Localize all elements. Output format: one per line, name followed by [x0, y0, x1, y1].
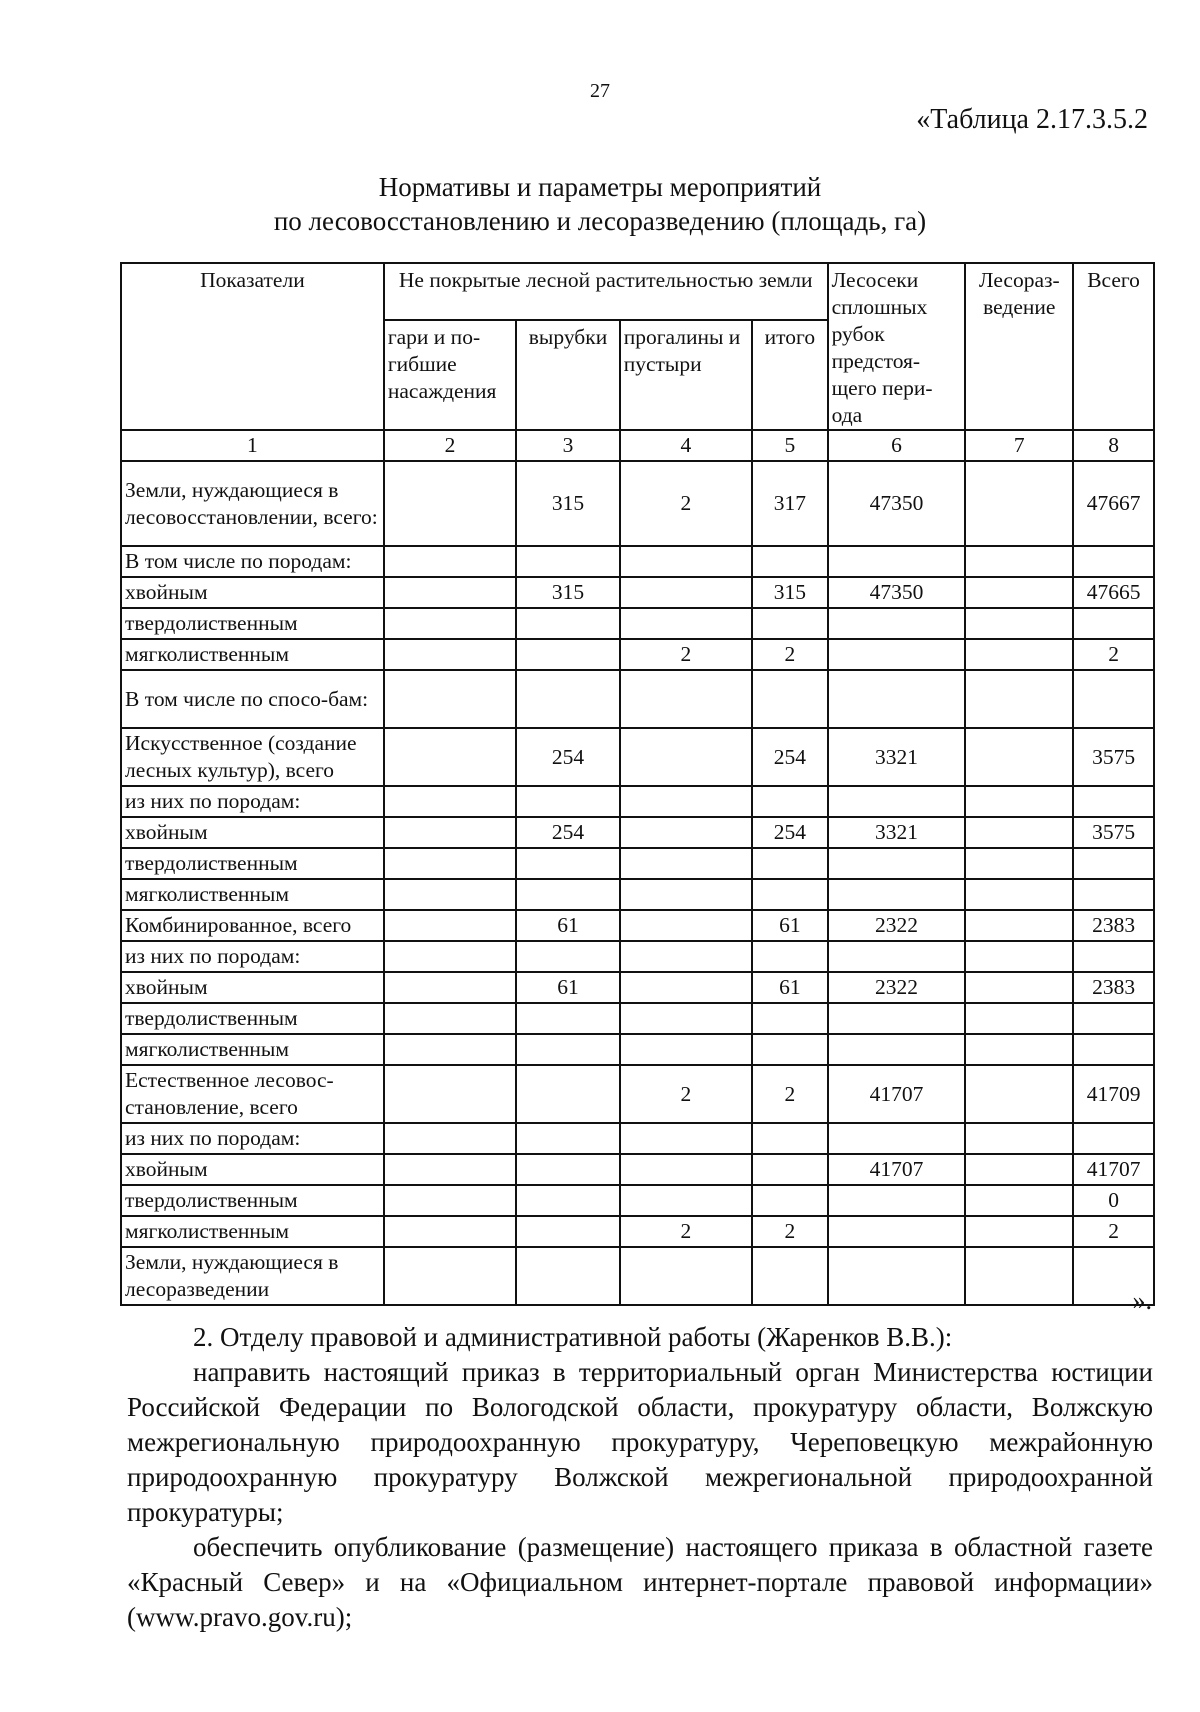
row-label: В том числе по породам:	[121, 546, 384, 577]
cell-value	[1073, 941, 1154, 972]
row-label: хвойным	[121, 577, 384, 608]
cell-value	[965, 546, 1073, 577]
column-number: 5	[752, 430, 827, 461]
paragraph-publish-order: обеспечить опубликование (размещение) настоящего приказа в областной газете «Красный Север» и на «Официальном интернет-портале правовой информации» (www.pravo.gov.ru);	[127, 1532, 1153, 1632]
cell-value: 317	[752, 461, 827, 546]
column-number: 7	[965, 430, 1073, 461]
cell-value	[620, 1154, 752, 1185]
column-number: 3	[516, 430, 619, 461]
cell-value	[965, 972, 1073, 1003]
table-title	[0, 170, 1200, 238]
cell-value: 315	[516, 461, 619, 546]
cell-value	[516, 670, 619, 728]
table-row	[121, 817, 1154, 848]
cell-value	[752, 1003, 827, 1034]
cell-value	[752, 941, 827, 972]
cell-value	[752, 1123, 827, 1154]
table-row	[121, 1065, 1154, 1123]
cell-value	[828, 1216, 966, 1247]
table-row	[121, 639, 1154, 670]
cell-value	[516, 879, 619, 910]
cell-value: 2	[620, 461, 752, 546]
cell-value	[620, 786, 752, 817]
header-glades: прогалины и пустыри	[620, 320, 752, 430]
cell-value	[516, 1154, 619, 1185]
cell-value	[384, 1185, 516, 1216]
cell-value: 2	[620, 639, 752, 670]
table-row	[121, 608, 1154, 639]
row-label: Земли, нуждающиеся в лесовосстановлении, всего:	[121, 461, 384, 546]
cell-value	[620, 670, 752, 728]
header-all: Всего	[1073, 263, 1154, 430]
row-label: твердолиственным	[121, 848, 384, 879]
closing-quote: ».	[1132, 1286, 1152, 1315]
cell-value	[752, 608, 827, 639]
header-uncovered-lands: Не покрытые лесной растительностью земли	[384, 263, 828, 320]
cell-value	[965, 941, 1073, 972]
table-body	[121, 430, 1154, 1305]
cell-value	[752, 1034, 827, 1065]
cell-value	[384, 1123, 516, 1154]
table-row	[121, 461, 1154, 546]
row-label: хвойным	[121, 1154, 384, 1185]
cell-value	[384, 910, 516, 941]
cell-value	[965, 848, 1073, 879]
cell-value	[516, 608, 619, 639]
cell-value	[828, 1247, 966, 1305]
cell-value	[1073, 879, 1154, 910]
column-number: 2	[384, 430, 516, 461]
cell-value: 315	[516, 577, 619, 608]
row-label: твердолиственным	[121, 1003, 384, 1034]
cell-value: 2322	[828, 972, 966, 1003]
cell-value	[965, 786, 1073, 817]
table-title-line-1: Нормативы и параметры мероприятий	[378, 172, 822, 202]
cell-value: 2	[1073, 1216, 1154, 1247]
cell-value	[516, 848, 619, 879]
cell-value: 41709	[1073, 1065, 1154, 1123]
table-row	[121, 577, 1154, 608]
paragraph-item-2: 2. Отделу правовой и административной работы (Жаренков В.В.):	[193, 1322, 953, 1352]
row-label: из них по породам:	[121, 786, 384, 817]
cell-value	[1073, 1034, 1154, 1065]
cell-value: 61	[752, 972, 827, 1003]
cell-value	[965, 461, 1073, 546]
cell-value: 3575	[1073, 728, 1154, 786]
cell-value	[384, 1247, 516, 1305]
cell-value	[752, 1154, 827, 1185]
cell-value	[516, 546, 619, 577]
column-number: 6	[828, 430, 966, 461]
cell-value: 2383	[1073, 910, 1154, 941]
row-label: из них по породам:	[121, 941, 384, 972]
row-label: Комбинированное, всего	[121, 910, 384, 941]
column-number: 8	[1073, 430, 1154, 461]
cell-value	[828, 608, 966, 639]
cell-value	[516, 941, 619, 972]
row-label: В том числе по спосо-бам:	[121, 670, 384, 728]
cell-value	[1073, 546, 1154, 577]
cell-value	[828, 941, 966, 972]
header-clearings: вырубки	[516, 320, 619, 430]
cell-value	[384, 1154, 516, 1185]
cell-value	[752, 670, 827, 728]
cell-value	[828, 639, 966, 670]
cell-value	[620, 1247, 752, 1305]
cell-value	[828, 786, 966, 817]
cell-value: 2383	[1073, 972, 1154, 1003]
row-label: Земли, нуждающиеся в лесоразведении	[121, 1247, 384, 1305]
cell-value: 61	[516, 972, 619, 1003]
cell-value	[1073, 1003, 1154, 1034]
row-label: из них по породам:	[121, 1123, 384, 1154]
cell-value: 254	[516, 728, 619, 786]
cell-value	[384, 461, 516, 546]
cell-value	[828, 1034, 966, 1065]
column-number: 1	[121, 430, 384, 461]
cell-value	[516, 1247, 619, 1305]
cell-value	[384, 728, 516, 786]
table-title-line-2: по лесовосстановлению и лесоразведению (площадь, га)	[273, 206, 927, 236]
table-row	[121, 910, 1154, 941]
cell-value	[965, 910, 1073, 941]
cell-value	[752, 848, 827, 879]
table-row	[121, 1034, 1154, 1065]
row-label: хвойным	[121, 972, 384, 1003]
cell-value	[965, 879, 1073, 910]
cell-value	[384, 577, 516, 608]
cell-value	[384, 670, 516, 728]
norms-table	[120, 262, 1155, 1306]
cell-value: 61	[752, 910, 827, 941]
row-label: хвойным	[121, 817, 384, 848]
cell-value	[1073, 608, 1154, 639]
cell-value	[965, 1003, 1073, 1034]
header-total: итого	[752, 320, 827, 430]
cell-value: 47665	[1073, 577, 1154, 608]
table-row	[121, 728, 1154, 786]
cell-value: 2	[1073, 639, 1154, 670]
cell-value	[620, 1003, 752, 1034]
cell-value	[828, 879, 966, 910]
cell-value	[620, 817, 752, 848]
cell-value	[752, 546, 827, 577]
row-label: Искусственное (создание лесных культур), всего	[121, 728, 384, 786]
cell-value: 0	[1073, 1185, 1154, 1216]
cell-value: 2	[620, 1065, 752, 1123]
cell-value: 254	[516, 817, 619, 848]
cell-value	[620, 848, 752, 879]
cell-value	[828, 1003, 966, 1034]
cell-value	[516, 639, 619, 670]
cell-value	[620, 972, 752, 1003]
table-label: «Таблица 2.17.3.5.2	[916, 104, 1148, 135]
cell-value	[752, 1247, 827, 1305]
cell-value	[620, 1034, 752, 1065]
cell-value	[752, 1185, 827, 1216]
cell-value	[620, 728, 752, 786]
cell-value	[384, 972, 516, 1003]
cell-value	[620, 546, 752, 577]
cell-value	[620, 1185, 752, 1216]
cell-value	[384, 848, 516, 879]
cell-value: 47350	[828, 577, 966, 608]
row-label: мягколиственным	[121, 639, 384, 670]
cell-value: 2	[752, 1216, 827, 1247]
cell-value	[965, 1123, 1073, 1154]
cell-value	[965, 1185, 1073, 1216]
cell-value	[384, 1034, 516, 1065]
cell-value: 2	[620, 1216, 752, 1247]
cell-value	[1073, 670, 1154, 728]
row-label: твердолиственным	[121, 608, 384, 639]
cell-value	[516, 1216, 619, 1247]
cell-value	[384, 1003, 516, 1034]
cell-value: 41707	[828, 1065, 966, 1123]
body-text	[127, 1320, 1153, 1635]
cell-value	[620, 577, 752, 608]
table-row	[121, 546, 1154, 577]
cell-value	[965, 1034, 1073, 1065]
row-label: Естественное лесовос-становление, всего	[121, 1065, 384, 1123]
column-number-row	[121, 430, 1154, 461]
cell-value	[828, 670, 966, 728]
cell-value: 254	[752, 817, 827, 848]
cell-value: 47667	[1073, 461, 1154, 546]
cell-value	[965, 1154, 1073, 1185]
cell-value	[965, 1247, 1073, 1305]
cell-value: 2	[752, 639, 827, 670]
paragraph-send-order: направить настоящий приказ в территориальный орган Министерства юстиции Российской Федерации по Вологодской области, прокуратуру области, Волжскую межрегиональную природоохранную прокуратуру, Череповецкую межрайонную природоохранную прокуратуру Волжской межрегиональной природоохранной прокуратуры;	[127, 1357, 1153, 1527]
header-burnt: гари и по-гибшие насаждения	[384, 320, 516, 430]
cell-value: 3321	[828, 728, 966, 786]
cell-value	[516, 1065, 619, 1123]
cell-value	[384, 941, 516, 972]
cell-value	[384, 1216, 516, 1247]
table-row	[121, 879, 1154, 910]
row-label: твердолиственным	[121, 1185, 384, 1216]
cell-value	[620, 941, 752, 972]
cell-value	[516, 1003, 619, 1034]
cell-value	[516, 1123, 619, 1154]
table-row	[121, 1185, 1154, 1216]
cell-value: 3575	[1073, 817, 1154, 848]
cell-value	[384, 786, 516, 817]
cell-value: 315	[752, 577, 827, 608]
cell-value: 2322	[828, 910, 966, 941]
cell-value	[384, 879, 516, 910]
cell-value	[828, 1123, 966, 1154]
cell-value	[516, 1034, 619, 1065]
cell-value: 2	[752, 1065, 827, 1123]
table-row	[121, 786, 1154, 817]
table-row	[121, 848, 1154, 879]
cell-value	[384, 1065, 516, 1123]
table-row	[121, 670, 1154, 728]
cell-value	[965, 817, 1073, 848]
cell-value	[516, 786, 619, 817]
cell-value: 61	[516, 910, 619, 941]
cell-value	[1073, 786, 1154, 817]
column-number: 4	[620, 430, 752, 461]
cell-value	[965, 639, 1073, 670]
row-label: мягколиственным	[121, 1034, 384, 1065]
cell-value: 41707	[828, 1154, 966, 1185]
cell-value	[965, 1216, 1073, 1247]
row-label: мягколиственным	[121, 879, 384, 910]
cell-value	[965, 728, 1073, 786]
table-row	[121, 941, 1154, 972]
cell-value: 254	[752, 728, 827, 786]
table-row	[121, 1003, 1154, 1034]
header-afforestation: Лесораз-ведение	[965, 263, 1073, 430]
cell-value: 41707	[1073, 1154, 1154, 1185]
cell-value	[828, 546, 966, 577]
cell-value	[620, 608, 752, 639]
cell-value	[828, 1185, 966, 1216]
table-row	[121, 1123, 1154, 1154]
cell-value	[752, 879, 827, 910]
cell-value	[965, 577, 1073, 608]
table-row	[121, 972, 1154, 1003]
cell-value	[828, 848, 966, 879]
page-number: 27	[590, 80, 610, 102]
table-row	[121, 1247, 1154, 1305]
cell-value	[965, 670, 1073, 728]
table-row	[121, 1154, 1154, 1185]
cell-value	[620, 910, 752, 941]
cell-value	[752, 786, 827, 817]
cell-value	[1073, 848, 1154, 879]
cell-value	[965, 608, 1073, 639]
cell-value	[620, 879, 752, 910]
table-row	[121, 1216, 1154, 1247]
header-cutting-areas: Лесосеки сплошных рубок предстоя-щего пери-ода	[828, 263, 966, 430]
cell-value	[384, 639, 516, 670]
cell-value	[965, 1065, 1073, 1123]
row-label: мягколиственным	[121, 1216, 384, 1247]
cell-value: 3321	[828, 817, 966, 848]
cell-value	[620, 1123, 752, 1154]
cell-value: 47350	[828, 461, 966, 546]
cell-value	[384, 608, 516, 639]
header-indicators: Показатели	[121, 263, 384, 430]
cell-value	[1073, 1123, 1154, 1154]
cell-value	[384, 817, 516, 848]
cell-value	[384, 546, 516, 577]
cell-value	[516, 1185, 619, 1216]
